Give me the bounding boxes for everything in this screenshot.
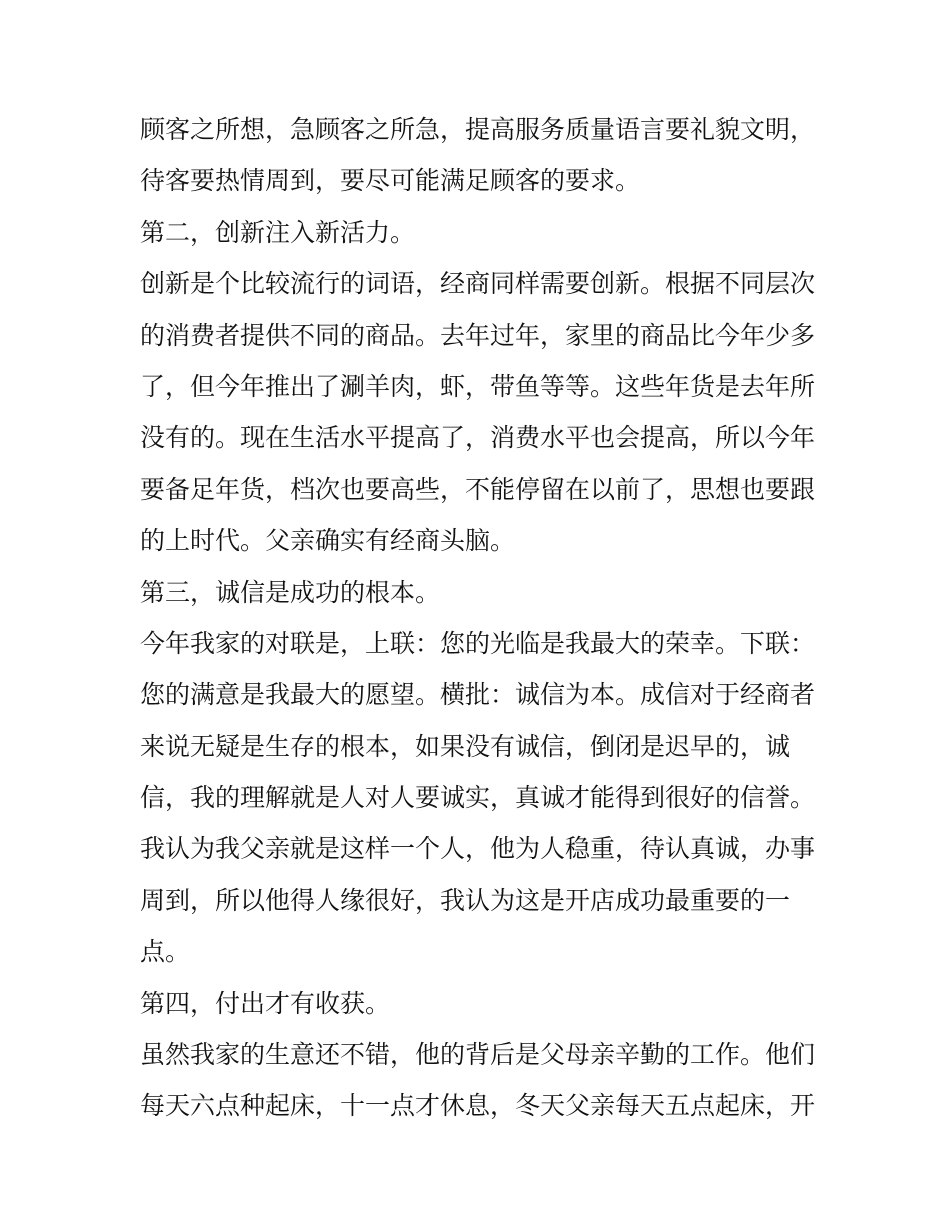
text-line: 的消费者提供不同的商品。去年过年，家里的商品比今年少多: [140, 320, 816, 350]
section-heading: 第二，创新注入新活力。: [140, 217, 416, 247]
text-line: 了，但今年推出了涮羊肉，虾，带鱼等等。这些年货是去年所: [140, 371, 816, 401]
text-line: 周到，所以他得人缘很好，我认为这是开店成功最重要的一: [140, 885, 791, 915]
text-line: 创新是个比较流行的词语，经商同样需要创新。根据不同层次: [140, 269, 816, 299]
text-line: 信，我的理解就是人对人要诚实，真诚才能得到很好的信誉。: [140, 783, 816, 813]
section-heading: 第四，付出才有收获。: [140, 988, 391, 1018]
text-line: 每天六点种起床，十一点才休息，冬天父亲每天五点起床，开: [140, 1091, 816, 1121]
document-body: [140, 104, 820, 1132]
text-line: 点。: [140, 937, 191, 967]
text-line: 您的满意是我最大的愿望。横批：诚信为本。成信对于经商者: [140, 680, 816, 710]
text-line: 没有的。现在生活水平提高了，消费水平也会提高，所以今年: [140, 423, 816, 453]
text-line: 虽然我家的生意还不错，他的背后是父母亲辛勤的工作。他们: [140, 1040, 816, 1070]
text-line: 我认为我父亲就是这样一个人，他为人稳重，待认真诚，办事: [140, 834, 816, 864]
text-line: 来说无疑是生存的根本，如果没有诚信，倒闭是迟早的，诚: [140, 731, 791, 761]
text-line: 待客要热情周到，要尽可能满足顾客的要求。: [140, 166, 641, 196]
text-line: 顾客之所想，急顾客之所急，提高服务质量语言要礼貌文明，: [140, 115, 816, 144]
text-line: 要备足年货，档次也要高些，不能停留在以前了，思想也要跟: [140, 474, 816, 504]
text-line: 的上时代。父亲确实有经商头脑。: [140, 526, 516, 556]
section-heading: 第三，诚信是成功的根本。: [140, 577, 441, 607]
text-line: 今年我家的对联是，上联：您的光临是我最大的荣幸。下联：: [140, 628, 816, 658]
